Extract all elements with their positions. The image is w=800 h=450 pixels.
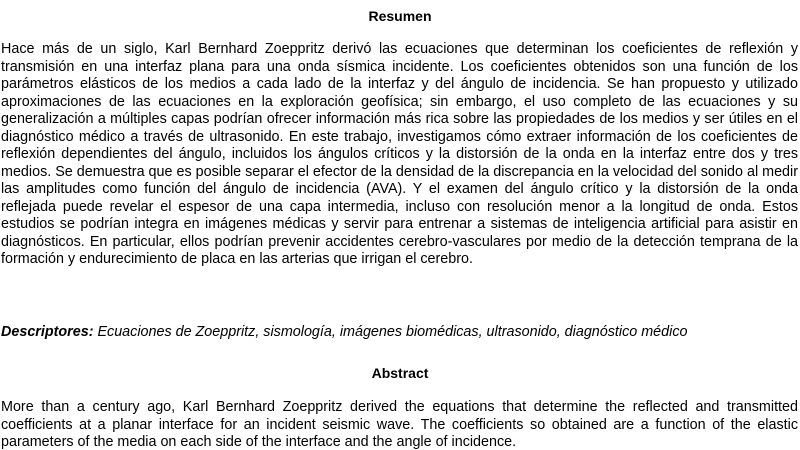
- resumen-heading: Resumen: [368, 8, 432, 24]
- abstract-paragraph: More than a century ago, Karl Bernhard Zoeppritz derived the equations that determine the reflected and transmitted coefficients at a planar interface for an incident seismic wave. The coefficients so obtained are a function of the elastic parameters of the media on each side of the interface and the angle of incidence.: [1, 399, 798, 450]
- descriptors-line: [0, 324, 798, 342]
- resumen-paragraph: Hace más de un siglo, Karl Bernhard Zoeppritz derivó las ecuaciones que determinan los coeficientes de reflexión y transmisión en una interfaz plana para una onda sísmica incidente. Los coeficientes obtenidos son una función de los parámetros elásticos de los medios a cada lado de la interfaz y del ángulo de incidencia. Se han propuesto y utilizado aproximaciones de las ecuaciones en la exploración geofísica; sin embargo, el uso completo de las ecuaciones y su generalización a múltiples capas podrían ofrecer información más rica sobre las propiedades de los medios y ser útiles en el diagnóstico médico a través de ultrasonido. En este trabajo, investigamos cómo extraer información de los coeficientes de reflexión dependientes del ángulo, incluidos los ángulos críticos y la distorsión de la onda en la interfaz entre dos y tres medios. Se demuestra que es posible separar el efector de la densidad de la discrepancia en la velocidad del sonido al medir las amplitudes como función del ángulo de incidencia (AVA). Y el examen del ángulo crítico y la distorsión de la onda reflejada puede revelar el espesor de una capa intermedia, incluso con resolución menor a la longitud de onda. Estos estudios se podrían integra en imágenes médicas y servir para entrenar a sistemas de inteligencia artificial para asistir en diagnósticos. En particular, ellos podrían prevenir accidentes cerebro-vasculares por medio de la detección temprana de la formación y endurecimiento de placa en las arterias que irrigan el cerebro.: [1, 41, 798, 267]
- descriptors-keywords: Ecuaciones de Zoeppritz, sismología, imágenes biomédicas, ultrasonido, diagnóstico médico: [93, 324, 688, 340]
- abstract-heading: Abstract: [371, 365, 429, 381]
- descriptors-label: Descriptores:: [1, 324, 94, 340]
